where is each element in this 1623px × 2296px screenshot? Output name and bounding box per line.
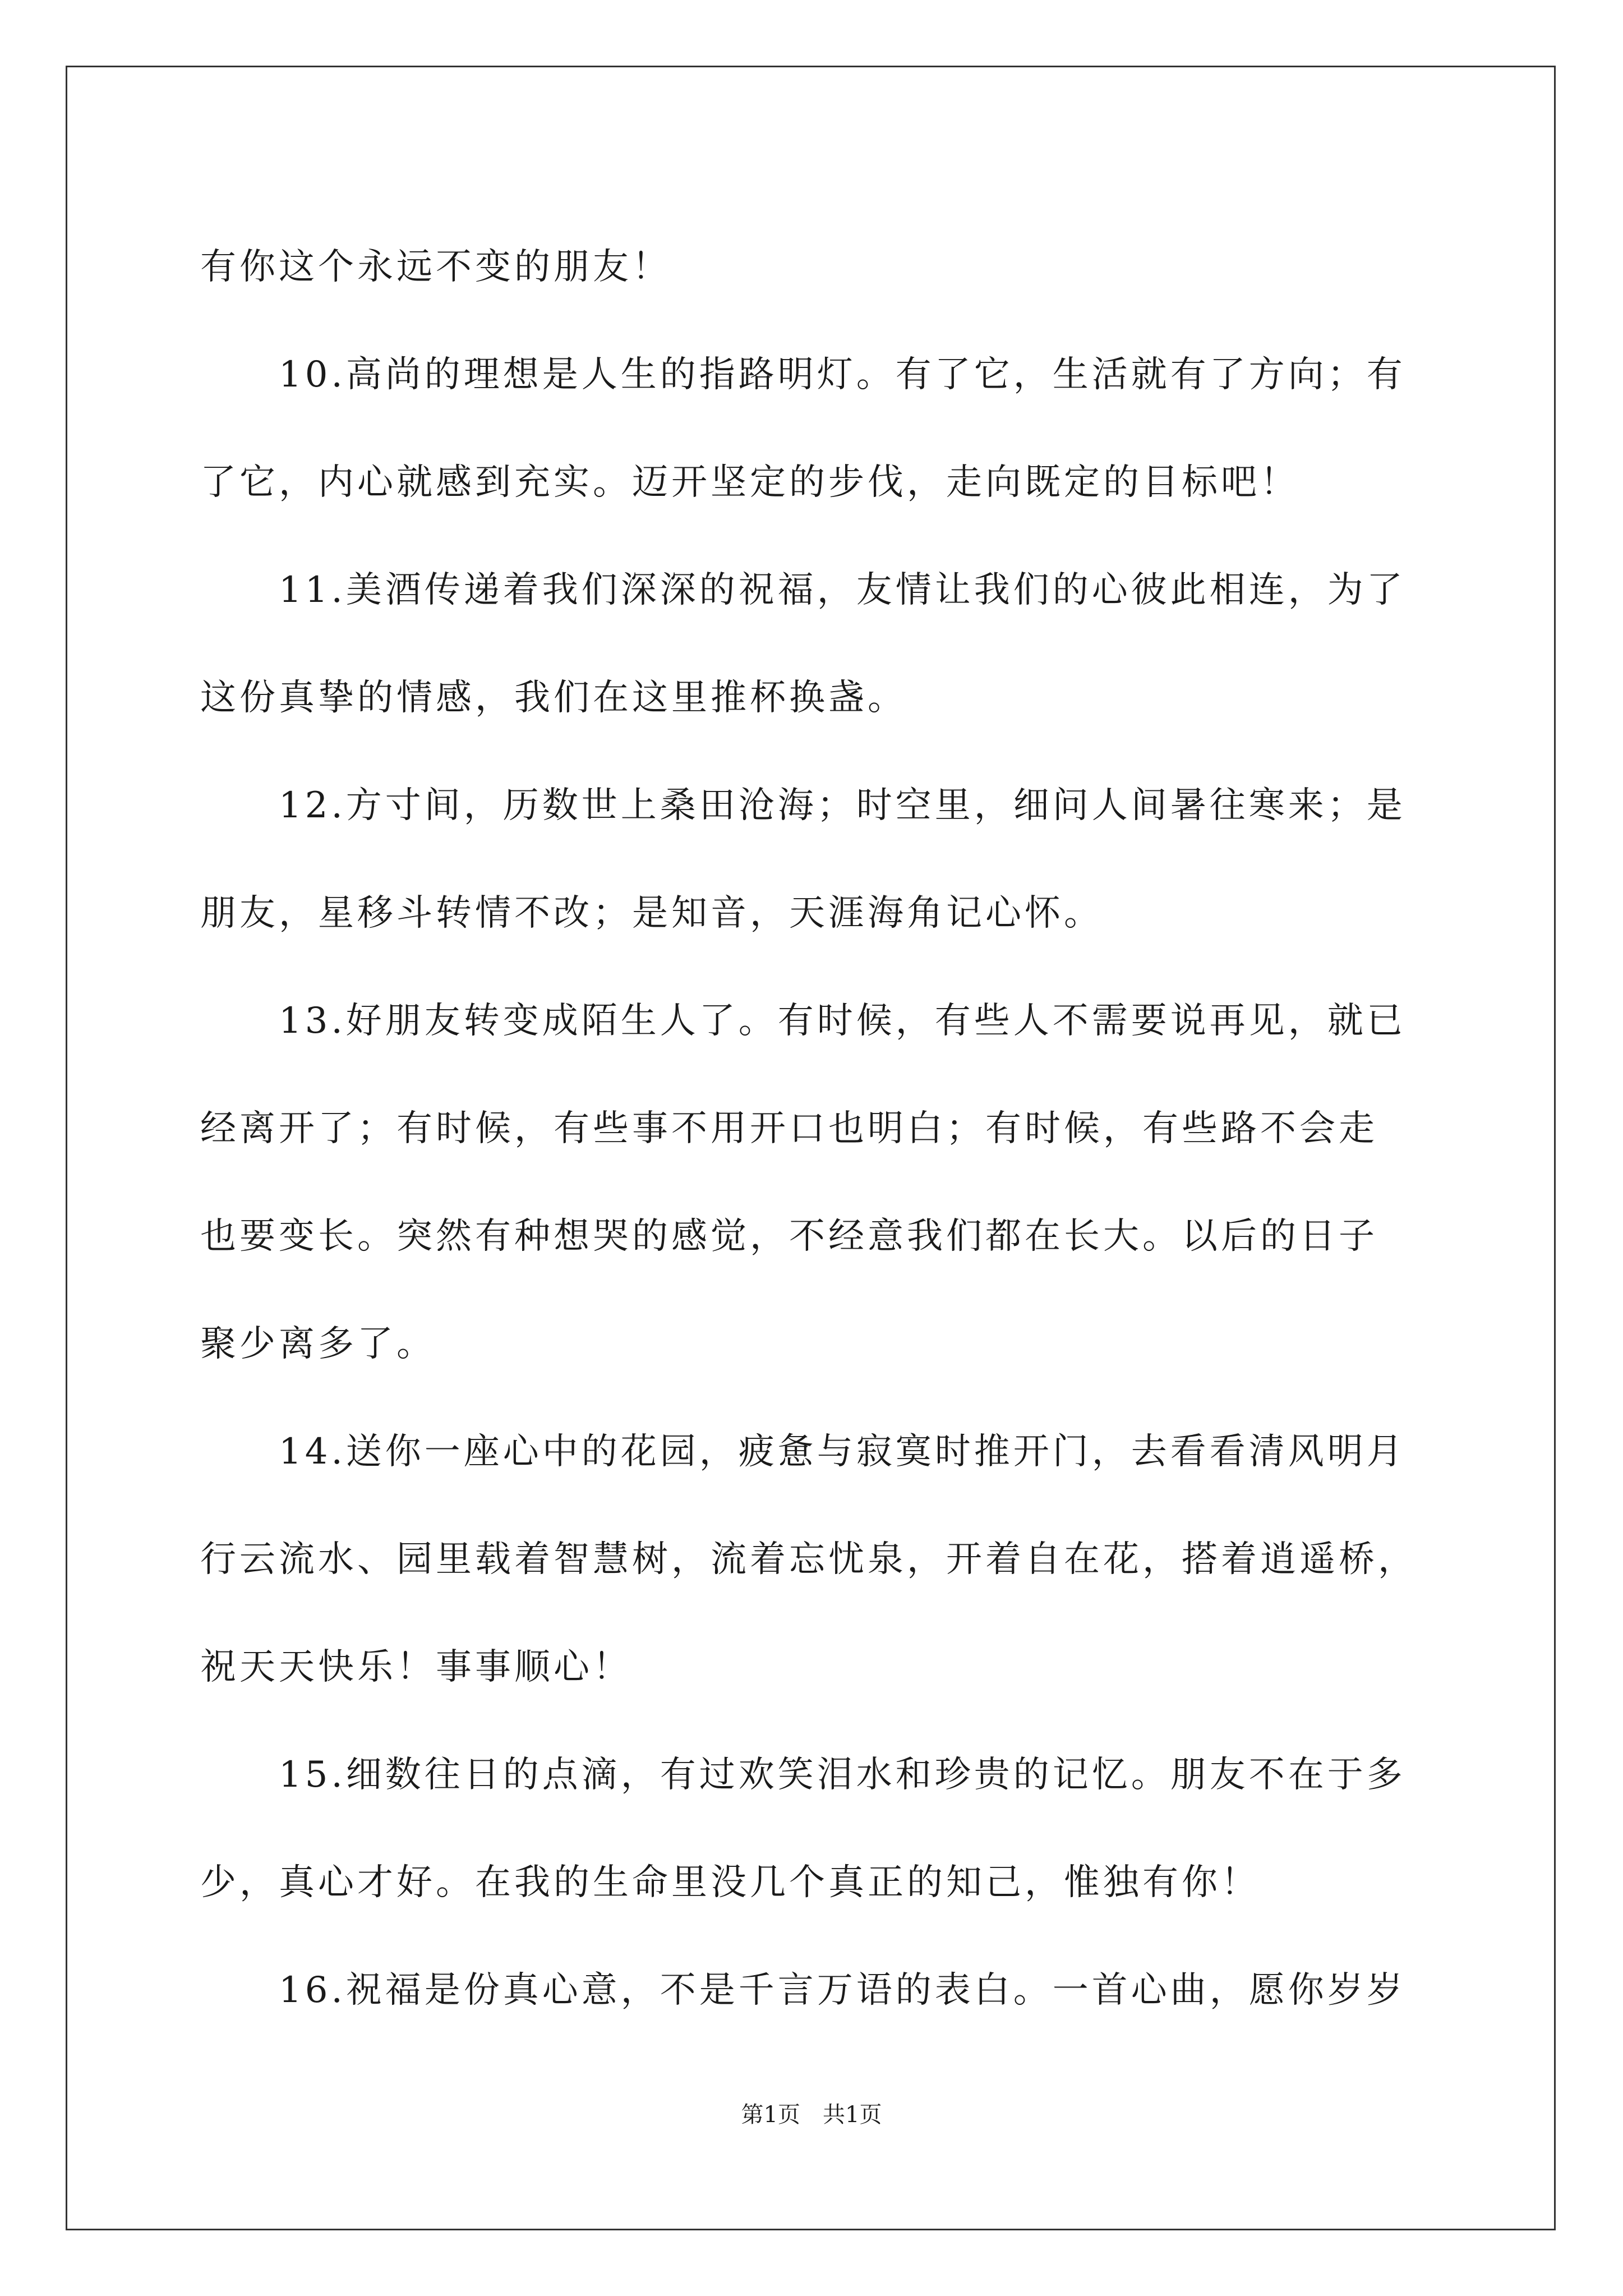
page-number-footer: 第1页 共1页	[741, 2102, 882, 2128]
text-line: 这份真挚的情感，我们在这里推杯换盏。	[200, 677, 907, 719]
text-line: 10.高尚的理想是人生的指路明灯。有了它，生活就有了方向；有	[279, 354, 1406, 395]
text-line: 16.祝福是份真心意，不是千言万语的表白。一首心曲，愿你岁岁	[279, 1970, 1406, 2011]
text-line: 行云流水、园里载着智慧树，流着忘忧泉，开着自在花，搭着逍遥桥，	[200, 1539, 1417, 1580]
text-line: 经离开了；有时候，有些事不用开口也明白；有时候，有些路不会走	[200, 1108, 1378, 1149]
text-line: 也要变长。突然有种想哭的感觉，不经意我们都在长大。以后的日子	[200, 1216, 1378, 1257]
text-line: 朋友，星移斗转情不改；是知音，天涯海角记心怀。	[200, 892, 1103, 934]
text-line: 14.送你一座心中的花园，疲惫与寂寞时推开门，去看看清风明月	[279, 1431, 1406, 1473]
text-line: 祝天天快乐！事事顺心！	[200, 1646, 632, 1688]
text-line: 12.方寸间，历数世上桑田沧海；时空里，细问人间暑往寒来；是	[279, 785, 1406, 826]
text-line: 聚少离多了。	[200, 1323, 436, 1365]
text-line: 了它，内心就感到充实。迈开坚定的步伐，走向既定的目标吧！	[200, 462, 1299, 503]
text-line: 15.细数往日的点滴，有过欢笑泪水和珍贵的记忆。朋友不在于多	[279, 1754, 1406, 1796]
text-line: 13.好朋友转变成陌生人了。有时候，有些人不需要说再见，就已	[279, 1000, 1406, 1042]
document-body	[200, 213, 1468, 2044]
text-line: 11.美酒传递着我们深深的祝福，友情让我们的心彼此相连，为了	[279, 569, 1406, 611]
text-line: 少，真心才好。在我的生命里没几个真正的知己，惟独有你！	[200, 1862, 1260, 1903]
text-line: 有你这个永远不变的朋友！	[200, 246, 671, 288]
